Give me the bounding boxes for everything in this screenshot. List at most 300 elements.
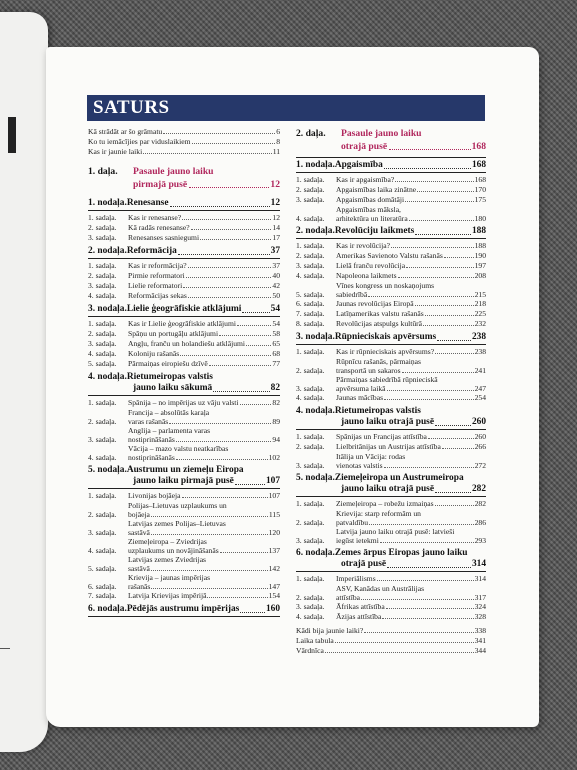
- toc-section-entry[interactable]: [296, 393, 486, 402]
- section-title-line: Polijas–Lietuvas uzplaukums un: [128, 501, 227, 510]
- entry-label: 5. nodaļa.: [88, 465, 127, 475]
- dot-leader: [380, 542, 474, 543]
- entry-label: 2. sadaļa.: [88, 510, 117, 519]
- dot-leader: [406, 267, 473, 268]
- toc-section-entry[interactable]: [88, 510, 280, 519]
- page-number: 238: [471, 332, 486, 342]
- entry-title: Renesanses sasniegumi: [128, 233, 200, 242]
- toc-section-entry[interactable]: [296, 175, 486, 184]
- dot-leader: [423, 325, 474, 326]
- part-title: Pasaule jauno laiku: [133, 166, 214, 177]
- toc-section-entry[interactable]: [88, 491, 280, 500]
- part-label: 1. daļa.: [88, 166, 118, 177]
- toc-section-entry[interactable]: [296, 185, 486, 194]
- toc-chapter-entry-cont[interactable]: [341, 417, 486, 428]
- toc-section-entry[interactable]: [296, 461, 486, 470]
- toc-section-entry[interactable]: [296, 290, 486, 299]
- dot-leader: [235, 484, 265, 485]
- toc-intro-entry[interactable]: [88, 127, 280, 136]
- entry-title: Rūpnieciskais apvērsums: [334, 332, 437, 342]
- toc-outro-entry[interactable]: [296, 626, 486, 635]
- page-title: SATURS: [93, 97, 170, 118]
- dot-leader: [191, 229, 272, 230]
- page-number: 40: [272, 271, 280, 280]
- section-title-line: Latvijas zemes Polijas–Lietuvas: [128, 519, 226, 528]
- underline-fragment: [0, 648, 10, 649]
- entry-label: 5. sadaļa.: [296, 290, 325, 299]
- dot-leader: [382, 618, 473, 619]
- dot-leader: [398, 277, 474, 278]
- section-title-line: Latvija jauno laiku otrajā pusē: latvieši: [336, 527, 455, 536]
- entry-label: 7. sadaļa.: [296, 309, 325, 318]
- toc-chapter-entry[interactable]: [88, 604, 280, 615]
- toc-section-entry[interactable]: [88, 417, 280, 426]
- entry-label: 4. sadaļa.: [296, 393, 325, 402]
- toc-section-entry[interactable]: [88, 329, 280, 338]
- toc-section-entry[interactable]: [296, 612, 486, 621]
- entry-title: otrajā pusē: [341, 559, 387, 569]
- entry-label: 3. sadaļa.: [296, 461, 325, 470]
- entry-title: Jaunas revolūcijas Eiropā: [336, 299, 414, 308]
- dot-leader: [442, 448, 474, 449]
- entry-title: Kas ir apgaismība?: [336, 175, 395, 184]
- toc-section-entry[interactable]: [88, 349, 280, 358]
- entry-label: 2. sadaļa.: [88, 223, 117, 232]
- entry-title: attīstība: [336, 593, 361, 602]
- entry-title: Reformācija: [126, 246, 177, 256]
- page-number: 142: [268, 564, 280, 573]
- entry-title: nostiprināšanās: [128, 435, 175, 444]
- entry-label: 3. sadaļa.: [88, 339, 117, 348]
- dot-leader: [240, 612, 265, 613]
- toc-section-entry[interactable]: [88, 319, 280, 328]
- page-number: 218: [474, 299, 486, 308]
- previous-page-edge: [0, 12, 48, 752]
- section-title-line: Krievija: starp reformām un: [336, 509, 421, 518]
- entry-label: 2. nodaļa.: [88, 246, 127, 256]
- page-number: 12: [270, 179, 280, 190]
- entry-label: 2. sadaļa.: [88, 271, 117, 280]
- entry-title: Spānija – no impērijas uz vāju valsti: [128, 398, 239, 407]
- entry-label: 6. sadaļa.: [88, 582, 117, 591]
- entry-title: jauno laiku otrajā pusē: [341, 417, 434, 427]
- entry-label: 5. sadaļa.: [88, 564, 117, 573]
- toc-section-entry[interactable]: [88, 261, 280, 270]
- divider: [88, 258, 280, 259]
- entry-label: 2. nodaļa.: [296, 226, 335, 236]
- dot-leader: [176, 459, 268, 460]
- entry-title: Kas ir renesanse?: [128, 213, 182, 222]
- page-number: 168: [471, 160, 486, 170]
- entry-label: 1. sadaļa.: [296, 574, 325, 583]
- entry-label: 6. sadaļa.: [296, 299, 325, 308]
- toc-outro-entry[interactable]: [296, 646, 486, 655]
- page-number: 286: [474, 518, 486, 527]
- toc-section-entry[interactable]: [296, 214, 486, 223]
- page-number: 8: [276, 137, 280, 146]
- page-number: 266: [474, 442, 486, 451]
- toc-section-entry[interactable]: [296, 574, 486, 583]
- dot-leader: [169, 423, 271, 424]
- entry-title: Jaunas mācības: [336, 393, 384, 402]
- toc-chapter-entry[interactable]: [88, 465, 280, 476]
- entry-title: Rietumeiropas valstis: [126, 372, 213, 382]
- page-number: 260: [474, 432, 486, 441]
- entry-label: 1. sadaļa.: [88, 213, 117, 222]
- page-number: 37: [272, 261, 280, 270]
- dot-leader: [386, 608, 474, 609]
- toc-outro-entry[interactable]: [296, 636, 486, 645]
- page-number: 6: [276, 127, 280, 136]
- dot-leader: [415, 234, 471, 235]
- dot-leader: [182, 219, 271, 220]
- dot-leader: [220, 552, 268, 553]
- section-title-line: Ziemeļeiropa – Zviedrijas: [128, 537, 207, 546]
- dot-leader: [391, 247, 474, 248]
- toc-section-entry[interactable]: [296, 602, 486, 611]
- entry-title: Kas ir revolūcija?: [336, 241, 390, 250]
- entry-title: Kas ir Lielie ģeogrāfiskie atklājumi: [128, 319, 236, 328]
- entry-label: 3. nodaļa.: [88, 304, 127, 314]
- page-number: 175: [474, 195, 486, 204]
- toc-section-entry[interactable]: [296, 366, 486, 375]
- entry-label: 1. sadaļa.: [88, 398, 117, 407]
- entry-label: 6. nodaļa.: [296, 548, 335, 558]
- dot-leader: [415, 305, 474, 306]
- entry-title: bojāeja: [128, 510, 150, 519]
- entry-label: 4. sadaļa.: [296, 271, 325, 280]
- page-number: 344: [474, 646, 486, 655]
- page-number: 89: [272, 417, 280, 426]
- dot-leader: [384, 399, 474, 400]
- toc-chapter-entry[interactable]: [88, 372, 280, 383]
- dot-leader: [180, 355, 271, 356]
- entry-title: Ziemeļeiropa un Austrumeiropa: [334, 473, 464, 483]
- dot-leader: [189, 187, 269, 188]
- page-number: 82: [272, 398, 280, 407]
- page-number: 314: [471, 559, 486, 569]
- toc-section-entry[interactable]: [296, 241, 486, 250]
- toc-part-entry[interactable]: [88, 165, 280, 195]
- entry-title: sabiedrībā: [336, 290, 368, 299]
- entry-title: rašanās: [128, 582, 151, 591]
- page-number: 160: [265, 604, 280, 614]
- page-number: 147: [268, 582, 280, 591]
- toc-part-entry[interactable]: [296, 127, 486, 157]
- divider: [296, 496, 486, 497]
- toc-chapter-entry[interactable]: [296, 226, 486, 237]
- page-number: 197: [474, 261, 486, 270]
- entry-title: Austrumu un ziemeļu Eiropa: [126, 465, 244, 475]
- entry-title: Laika tabula: [296, 636, 334, 645]
- toc-chapter-entry[interactable]: [296, 473, 486, 484]
- divider: [296, 157, 486, 158]
- section-title-line: Apgaismības māksla,: [336, 205, 401, 214]
- toc-section-entry[interactable]: [296, 536, 486, 545]
- toc-chapter-entry[interactable]: [88, 304, 280, 315]
- entry-title: Lielbritānijas un Austrijas attīstība: [336, 442, 441, 451]
- toc-section-entry[interactable]: [296, 261, 486, 270]
- entry-label: 1. sadaļa.: [296, 499, 325, 508]
- entry-title: Apgaismības domātāji: [336, 195, 405, 204]
- toc-section-entry[interactable]: [296, 499, 486, 508]
- entry-title: Latīņamerikas valstu rašanās: [336, 309, 424, 318]
- dot-leader: [240, 404, 272, 405]
- toc-chapter-entry[interactable]: [296, 548, 486, 559]
- dot-leader: [183, 287, 271, 288]
- page-number: 225: [474, 309, 486, 318]
- toc-section-entry[interactable]: [296, 271, 486, 280]
- entry-title: sastāvā: [128, 564, 150, 573]
- toc-section-entry[interactable]: [296, 347, 486, 356]
- section-title-line: Francija – absolūtās karaļa: [128, 408, 210, 417]
- entry-label: 4. sadaļa.: [296, 214, 325, 223]
- toc-section-entry[interactable]: [88, 291, 280, 300]
- toc-section-entry[interactable]: [296, 518, 486, 527]
- entry-title: iegūst ietekmi: [336, 536, 379, 545]
- dot-leader: [188, 297, 272, 298]
- dot-leader: [170, 206, 270, 207]
- page-number: 37: [270, 246, 280, 256]
- page-number: 317: [474, 593, 486, 602]
- entry-label: 3. sadaļa.: [296, 602, 325, 611]
- dot-leader: [361, 599, 474, 600]
- page-number: 17: [272, 233, 280, 242]
- page-number: 247: [474, 384, 486, 393]
- toc-section-entry[interactable]: [296, 442, 486, 451]
- page-number: 190: [474, 251, 486, 260]
- entry-title: Kā radās renesanse?: [128, 223, 190, 232]
- toc-chapter-entry-cont[interactable]: [341, 484, 486, 495]
- entry-title: Amerikas Savienoto Valstu rašanās: [336, 251, 443, 260]
- page-number: 254: [474, 393, 486, 402]
- toc-section-entry[interactable]: [296, 195, 486, 204]
- toc-intro-entry[interactable]: [88, 137, 280, 146]
- dot-leader: [246, 345, 271, 346]
- dot-leader: [213, 391, 269, 392]
- dot-leader: [186, 277, 272, 278]
- toc-section-entry[interactable]: [296, 593, 486, 602]
- toc-chapter-entry[interactable]: [88, 198, 280, 209]
- entry-title: Spāņu un portugāļu atklājumi: [128, 329, 219, 338]
- entry-title: Kas ir rūpnieciskais apvērsums?: [336, 347, 435, 356]
- entry-title: arhitektūra un literatūra: [336, 214, 408, 223]
- toc-section-entry[interactable]: [88, 591, 280, 600]
- section-title-line: Itālija un Vācija: rodas: [336, 452, 406, 461]
- page-number: 68: [272, 349, 280, 358]
- entry-title: Āfrikas attīstība: [336, 602, 385, 611]
- toc-section-entry[interactable]: [88, 546, 280, 555]
- toc-section-entry[interactable]: [296, 384, 486, 393]
- entry-title: vienotas valstis: [336, 461, 383, 470]
- divider: [88, 316, 280, 317]
- dot-leader: [417, 191, 473, 192]
- toc-section-entry[interactable]: [88, 271, 280, 280]
- toc-section-entry[interactable]: [296, 319, 486, 328]
- entry-label: 4. sadaļa.: [88, 546, 117, 555]
- divider: [296, 238, 486, 239]
- dot-leader: [143, 153, 271, 154]
- contents-page: [46, 47, 539, 727]
- divider: [88, 210, 280, 211]
- entry-title: jauno laiku pirmajā pusē: [133, 476, 234, 486]
- page-number: 107: [265, 476, 280, 486]
- entry-label: 1. nodaļa.: [296, 160, 335, 170]
- entry-title: Kas ir jaunie laiki: [88, 147, 143, 156]
- entry-title: patvaldību: [336, 518, 369, 527]
- dot-leader: [242, 312, 269, 313]
- dot-leader: [182, 497, 268, 498]
- toc-section-entry[interactable]: [88, 398, 280, 407]
- entry-label: 2. sadaļa.: [88, 329, 117, 338]
- page-number: 77: [272, 359, 280, 368]
- entry-label: 3. sadaļa.: [88, 528, 117, 537]
- entry-label: 3. sadaļa.: [296, 384, 325, 393]
- page-number: 54: [272, 319, 280, 328]
- dot-leader: [384, 168, 471, 169]
- toc-chapter-entry[interactable]: [296, 160, 486, 171]
- toc-section-entry[interactable]: [296, 299, 486, 308]
- dot-leader: [188, 267, 272, 268]
- page-number: 115: [268, 510, 280, 519]
- dot-leader: [389, 149, 471, 150]
- entry-label: 1. sadaļa.: [88, 319, 117, 328]
- entry-label: 1. sadaļa.: [296, 432, 325, 441]
- divider: [296, 429, 486, 430]
- toc-chapter-entry-cont[interactable]: [133, 476, 280, 487]
- part-title-cont: pirmajā pusē: [133, 179, 188, 190]
- toc-section-entry[interactable]: [88, 223, 280, 232]
- dot-leader: [444, 257, 474, 258]
- entry-label: 2. sadaļa.: [296, 251, 325, 260]
- toc-intro-entry[interactable]: [88, 147, 280, 156]
- toc-section-entry[interactable]: [88, 435, 280, 444]
- page-number: 215: [474, 290, 486, 299]
- entry-label: 4. sadaļa.: [88, 453, 117, 462]
- toc-section-entry[interactable]: [88, 528, 280, 537]
- toc-chapter-entry-cont[interactable]: [341, 559, 486, 570]
- page-tab-mark: [8, 117, 16, 153]
- entry-label: 1. nodaļa.: [88, 198, 127, 208]
- page-number: 260: [471, 417, 486, 427]
- dot-leader: [435, 353, 474, 354]
- dot-leader: [151, 570, 268, 571]
- toc-chapter-entry[interactable]: [296, 332, 486, 343]
- entry-label: 2. sadaļa.: [88, 417, 117, 426]
- page-number: 94: [272, 435, 280, 444]
- divider: [296, 571, 486, 572]
- entry-title: uzplaukums un novājināšanās: [128, 546, 219, 555]
- page-number: 82: [270, 383, 280, 393]
- entry-title: apvērsuma laikā: [336, 384, 386, 393]
- dot-leader: [428, 438, 474, 439]
- dot-leader: [200, 239, 271, 240]
- toc-chapter-entry[interactable]: [88, 246, 280, 257]
- entry-title: jauno laiku otrajā pusē: [341, 484, 434, 494]
- dot-leader: [435, 505, 474, 506]
- page-number: 324: [474, 602, 486, 611]
- toc-section-entry[interactable]: [88, 359, 280, 368]
- page-number: 338: [474, 626, 486, 635]
- entry-title: Zemes ārpus Eiropas jauno laiku: [334, 548, 468, 558]
- entry-title: Lielie ģeogrāfiskie atklājumi: [126, 304, 242, 314]
- dot-leader: [435, 492, 471, 493]
- entry-title: Pēdējās austrumu impērijas: [126, 604, 240, 614]
- entry-title: Lielie reformatori: [128, 281, 183, 290]
- entry-title: Imperiālisms: [336, 574, 376, 583]
- section-title-line: Latvijas zemes Zviedrijas: [128, 555, 207, 564]
- entry-title: nostiprināšanās: [128, 453, 175, 462]
- page-number: 120: [268, 528, 280, 537]
- toc-section-entry[interactable]: [88, 564, 280, 573]
- toc-section-entry[interactable]: [296, 432, 486, 441]
- page-number: 168: [474, 175, 486, 184]
- entry-title: Livonijas bojāeja: [128, 491, 181, 500]
- page-number: 12: [272, 213, 280, 222]
- toc-section-entry[interactable]: [88, 582, 280, 591]
- dot-leader: [395, 181, 473, 182]
- toc-section-entry[interactable]: [296, 309, 486, 318]
- entry-title: Reformācijas sekas: [128, 291, 187, 300]
- entry-label: 2. sadaļa.: [296, 593, 325, 602]
- entry-label: 5. nodaļa.: [296, 473, 335, 483]
- entry-label: 2. sadaļa.: [296, 518, 325, 527]
- page-number: 107: [268, 491, 280, 500]
- divider: [88, 395, 280, 396]
- entry-title: Revolūcijas atspulgs kultūrā: [336, 319, 423, 328]
- entry-title: Pirmie reformatori: [128, 271, 185, 280]
- toc-section-entry[interactable]: [88, 453, 280, 462]
- entry-title: Napoleona laikmets: [336, 271, 397, 280]
- divider: [296, 172, 486, 173]
- dot-leader: [364, 632, 473, 633]
- part-label: 2. daļa.: [296, 128, 326, 139]
- dot-leader: [402, 372, 474, 373]
- toc-section-entry[interactable]: [88, 339, 280, 348]
- divider: [296, 344, 486, 345]
- toc-section-entry[interactable]: [88, 213, 280, 222]
- toc-chapter-entry-cont[interactable]: [133, 383, 280, 394]
- entry-title: Rietumeiropas valstis: [334, 406, 421, 416]
- entry-label: 4. nodaļa.: [88, 372, 127, 382]
- section-title-line: Vīnes kongress un noskaņojums: [336, 281, 435, 290]
- page-number: 12: [270, 198, 280, 208]
- entry-label: 4. sadaļa.: [88, 291, 117, 300]
- entry-label: 4. sadaļa.: [296, 612, 325, 621]
- dot-leader: [192, 143, 276, 144]
- part-title: Pasaule jauno laiku: [341, 128, 422, 139]
- dot-leader: [151, 534, 268, 535]
- toc-section-entry[interactable]: [88, 233, 280, 242]
- entry-title: Apgaismība: [334, 160, 383, 170]
- page-number: 341: [474, 636, 486, 645]
- entry-label: 4. sadaļa.: [88, 349, 117, 358]
- section-title-line: ASV, Kanādas un Austrālijas: [336, 584, 425, 593]
- entry-title: Lielā franču revolūcija: [336, 261, 406, 270]
- page-number: 328: [474, 612, 486, 621]
- section-title-line: Pārmaiņas sabiedrībā rūpnieciskā: [336, 375, 438, 384]
- section-title-line: Vācija – mazo valstu neatkarības: [128, 444, 229, 453]
- entry-title: varas rašanās: [128, 417, 169, 426]
- entry-label: 1. sadaļa.: [88, 491, 117, 500]
- toc-chapter-entry[interactable]: [296, 406, 486, 417]
- entry-title: Ziemeļeiropa – robežu izmaiņas: [336, 499, 434, 508]
- toc-section-entry[interactable]: [88, 281, 280, 290]
- dot-leader: [219, 335, 271, 336]
- toc-section-entry[interactable]: [296, 251, 486, 260]
- dot-leader: [425, 315, 474, 316]
- entry-label: 3. sadaļa.: [88, 435, 117, 444]
